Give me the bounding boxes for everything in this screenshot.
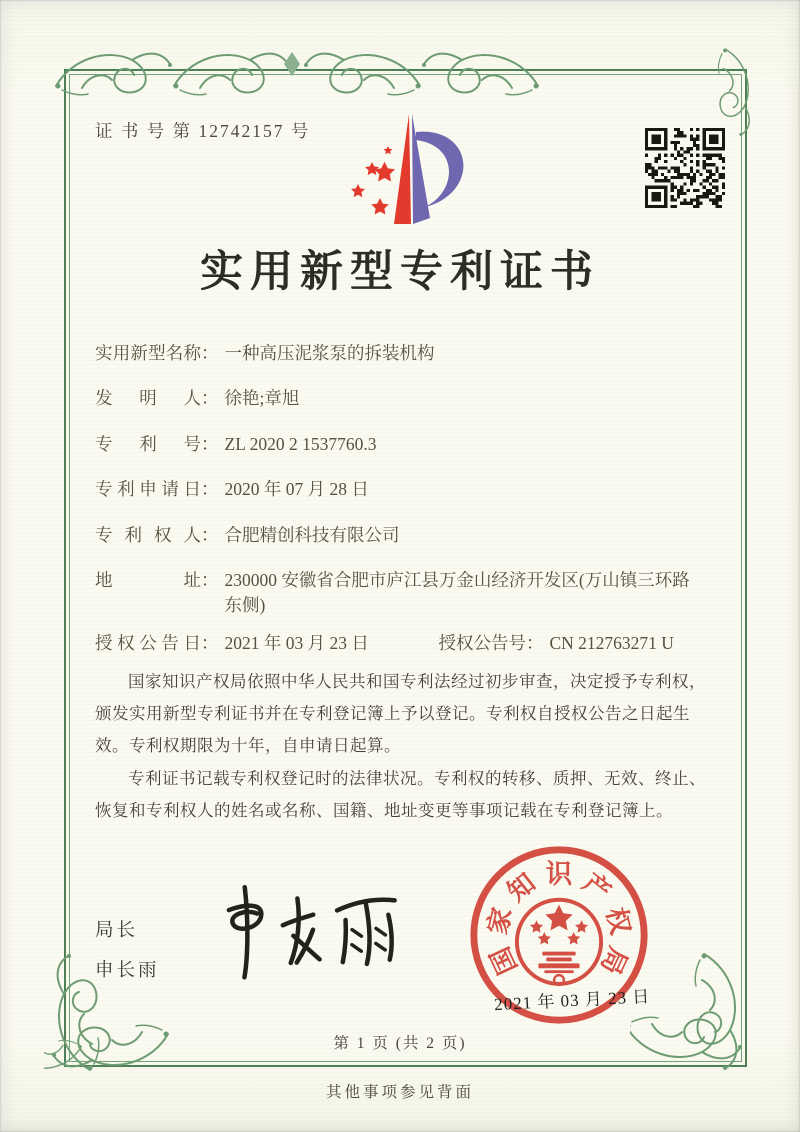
field-utility-model-name: 实用新型名称 ： 一种高压泥浆泵的拆装机构 — [95, 341, 713, 366]
field-grant-row: 授权公告日 ： 2021 年 03 月 23 日 授权公告号 ： CN 212763271 U — [95, 631, 713, 656]
svg-text:知: 知 — [501, 867, 541, 908]
field-inventor: 发明人 ： 徐艳;章旭 — [95, 386, 713, 411]
field-label: 授权公告号 — [438, 632, 526, 653]
field-label: 实用新型名称 — [95, 343, 201, 363]
svg-text:家: 家 — [482, 904, 518, 938]
page-number: 第 1 页 (共 2 页) — [333, 1035, 467, 1052]
fields-block — [95, 341, 713, 656]
field-patentee: 专利权人 ： 合肥精创科技有限公司 — [95, 523, 713, 548]
seal-date: 2021 年 03 月 23 日 — [493, 986, 651, 1015]
field-value: 2021 年 03 月 23 日 — [224, 632, 369, 653]
qr-code-icon — [645, 128, 725, 208]
body-paragraph-1: 国家知识产权局依照中华人民共和国专利法经过初步审查，决定授予专利权，颁发实用新型专利证书并在专利登记簿上予以登记。专利权自授权公告之日起生效。专利权期限为十年，自申请日起算。 — [95, 672, 706, 756]
field-value: 徐艳;章旭 — [224, 388, 300, 409]
field-label: 发明人 — [95, 388, 201, 409]
cnipa-logo-icon — [336, 110, 478, 228]
ornament-top-right-corner — [668, 46, 758, 136]
field-value: 一种高压泥浆泵的拆装机构 — [224, 343, 435, 363]
field-address: 地址 ： 230000 安徽省合肥市庐江县万金山经济开发区(万山镇三环路东侧) — [95, 568, 713, 619]
commissioner-name: 申长雨 — [95, 961, 160, 981]
svg-text:国: 国 — [484, 942, 523, 980]
legal-body-text — [95, 666, 713, 827]
svg-text:权: 权 — [600, 904, 636, 938]
field-value: 合肥精创科技有限公司 — [224, 524, 400, 545]
field-application-date: 专利申请日 ： 2020 年 07 月 28 日 — [95, 477, 713, 502]
back-side-note: 其他事项参见背面 — [325, 1084, 474, 1101]
commissioner-title: 局长 — [95, 921, 139, 941]
field-value: 2020 年 07 月 28 日 — [224, 479, 369, 500]
svg-text:局: 局 — [595, 942, 634, 980]
field-label: 专利号 — [95, 433, 201, 454]
svg-text:识: 识 — [545, 859, 573, 890]
field-value: CN 212763271 U — [549, 632, 674, 653]
certificate-number: 证 书 号 第 12742157 号 — [95, 121, 311, 141]
handwritten-signature — [200, 872, 415, 987]
field-label: 专利申请日 — [95, 479, 201, 500]
field-patent-number: 专利号 ： ZL 2020 2 1537760.3 — [95, 432, 713, 457]
field-value: 230000 安徽省合肥市庐江县万金山经济开发区(万山镇三环路东侧) — [224, 569, 690, 616]
certificate-title: 实用新型专利证书 — [200, 249, 600, 296]
field-label: 专利权人 — [95, 524, 201, 545]
body-paragraph-2: 专利证书记载专利权登记时的法律状况。专利权的转移、质押、无效、终止、恢复和专利权人的姓名或名称、国籍、地址变更等事项记载在专利登记簿上。 — [95, 768, 706, 820]
field-label: 授权公告日 — [95, 632, 201, 653]
svg-text:产: 产 — [577, 867, 617, 908]
ornament-top-band — [52, 42, 542, 100]
field-value: ZL 2020 2 1537760.3 — [224, 433, 377, 454]
field-label: 地址 — [95, 569, 201, 590]
